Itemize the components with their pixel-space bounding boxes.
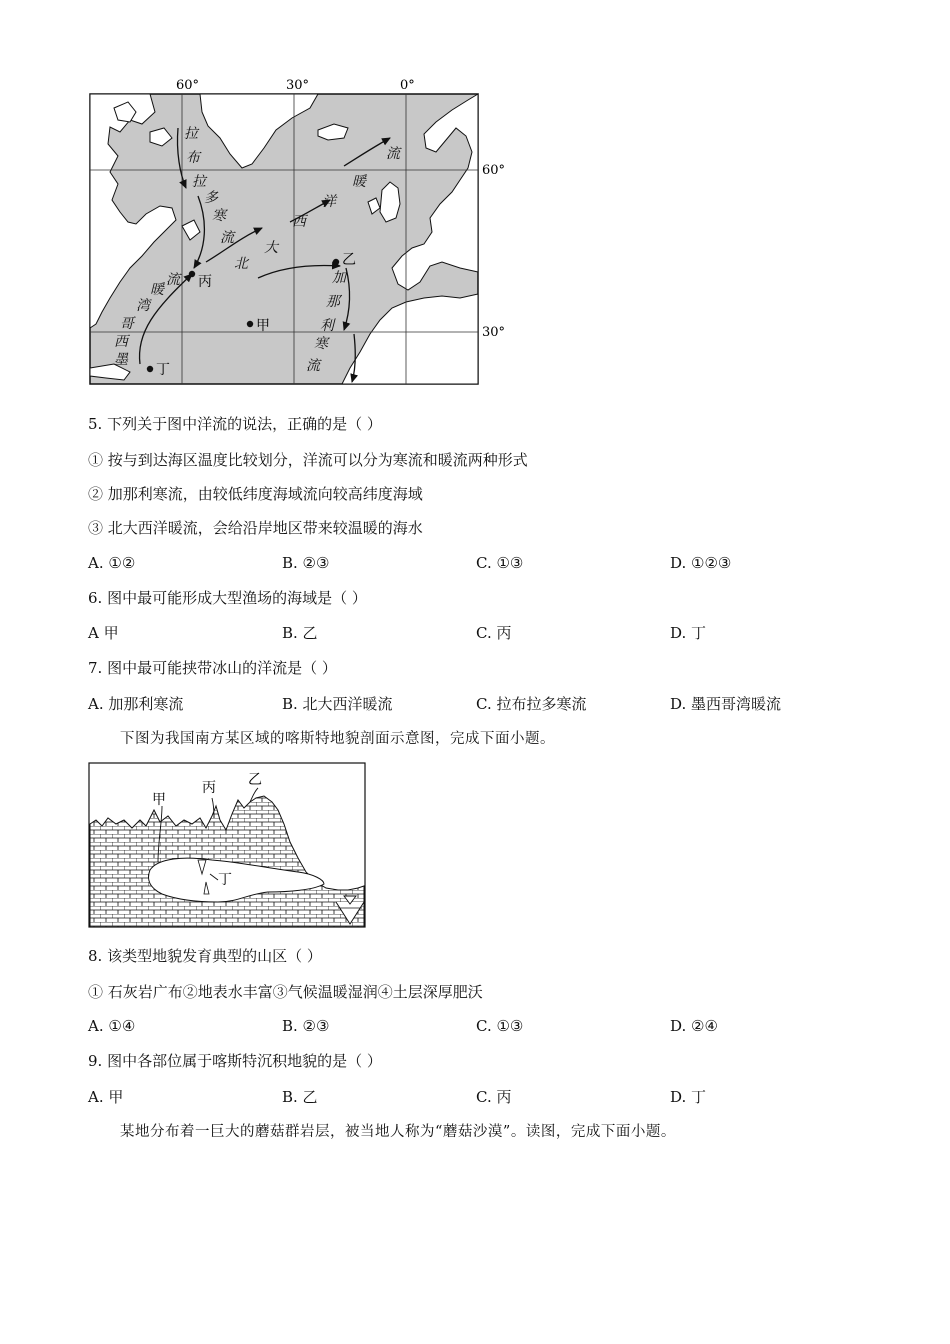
labrador-label-2: 布 <box>186 150 200 166</box>
karst-label-yi: 乙 <box>248 772 262 788</box>
canary-label-3: 利 <box>320 318 334 334</box>
north-atlantic-label-4: 洋 <box>322 194 336 210</box>
q6-option-c[interactable]: C. 丙 <box>476 624 512 642</box>
q8-option-b[interactable]: B. ②③ <box>282 1017 330 1035</box>
canary-label-4: 寒 <box>314 336 328 352</box>
q8-statements: ① 石灰岩广布②地表水丰富③气候温暖湿润④土层深厚肥沃 <box>88 983 483 1001</box>
point-bing-label: 丙 <box>198 274 212 290</box>
q7-option-d[interactable]: D. 墨西哥湾暖流 <box>670 695 782 713</box>
q9-option-b[interactable]: B. 乙 <box>282 1088 318 1106</box>
q5-statement-2: ② 加那利寒流，由较低纬度海域流向较高纬度海域 <box>88 485 423 503</box>
lat-label-30: 30° <box>482 325 506 340</box>
point-jia-label: 甲 <box>256 318 270 334</box>
lon-label-60: 60° <box>176 78 200 93</box>
labrador-label-3: 拉 <box>192 174 206 190</box>
gulf-label-6: 流 <box>166 272 180 288</box>
labrador-label-1: 拉 <box>184 126 198 142</box>
canary-label-1: 加 <box>332 270 346 286</box>
q9-option-c[interactable]: C. 丙 <box>476 1088 512 1106</box>
q6-option-b[interactable]: B. 乙 <box>282 624 318 642</box>
karst-label-ding: 丁 <box>218 872 232 888</box>
q8-option-a[interactable]: A. ①④ <box>88 1017 136 1035</box>
q6-option-a[interactable]: A 甲 <box>88 624 119 642</box>
q9-stem: 9. 图中各部位属于喀斯特沉积地貌的是（ ） <box>88 1052 382 1070</box>
q5-option-d[interactable]: D. ①②③ <box>670 554 732 572</box>
q6-stem: 6. 图中最可能形成大型渔场的海域是（ ） <box>88 589 367 607</box>
ocean-current-map <box>80 72 520 392</box>
q5-option-a[interactable]: A. ①② <box>88 554 136 572</box>
point-yi-marker <box>333 259 339 265</box>
q6-option-d[interactable]: D. 丁 <box>670 624 707 642</box>
point-yi-label: 乙 <box>342 252 356 268</box>
q9-option-a[interactable]: A. 甲 <box>88 1088 124 1106</box>
point-ding-marker <box>147 366 153 372</box>
gulf-label-3: 哥 <box>120 316 134 332</box>
north-atlantic-label-6: 流 <box>386 146 400 162</box>
point-ding-label: 丁 <box>156 362 170 378</box>
karst-label-jia: 甲 <box>152 792 166 808</box>
canary-label-2: 那 <box>326 294 340 310</box>
canary-label-5: 流 <box>306 358 320 374</box>
karst-intro: 下图为我国南方某区域的喀斯特地貌剖面示意图，完成下面小题。 <box>120 731 555 747</box>
point-bing-marker <box>189 271 195 277</box>
q5-statement-1: ① 按与到达海区温度比较划分，洋流可以分为寒流和暖流两种形式 <box>88 451 528 469</box>
q7-option-c[interactable]: C. 拉布拉多寒流 <box>476 695 587 713</box>
gulf-label-2: 西 <box>114 334 128 350</box>
q5-option-c[interactable]: C. ①③ <box>476 554 524 572</box>
karst-profile-diagram <box>88 762 368 930</box>
labrador-label-5: 寒 <box>212 208 226 224</box>
q7-option-b[interactable]: B. 北大西洋暖流 <box>282 695 393 713</box>
q8-option-c[interactable]: C. ①③ <box>476 1017 524 1035</box>
gulf-label-5: 暖 <box>150 282 164 298</box>
q8-stem: 8. 该类型地貌发育典型的山区（ ） <box>88 947 322 965</box>
labrador-label-6: 流 <box>220 230 234 246</box>
mushroom-intro: 某地分布着一巨大的蘑菇群岩层，被当地人称为“蘑菇沙漠”。读图，完成下面小题。 <box>120 1124 676 1140</box>
q9-option-d[interactable]: D. 丁 <box>670 1088 707 1106</box>
q8-option-d[interactable]: D. ②④ <box>670 1017 718 1035</box>
north-atlantic-label-5: 暖 <box>352 174 366 190</box>
north-atlantic-label-2: 大 <box>264 240 278 256</box>
gulf-label-1: 墨 <box>114 352 128 368</box>
point-jia-marker <box>247 321 253 327</box>
q5-stem: 5. 下列关于图中洋流的说法，正确的是（ ） <box>88 415 382 433</box>
q7-option-a[interactable]: A. 加那利寒流 <box>88 695 184 713</box>
q5-statement-3: ③ 北大西洋暖流，会给沿岸地区带来较温暖的海水 <box>88 519 423 537</box>
q5-option-b[interactable]: B. ②③ <box>282 554 330 572</box>
karst-label-bing: 丙 <box>202 780 216 796</box>
q7-stem: 7. 图中最可能挟带冰山的洋流是（ ） <box>88 659 337 677</box>
lon-label-30: 30° <box>286 78 310 93</box>
gulf-label-4: 湾 <box>136 298 150 314</box>
north-atlantic-label-1: 北 <box>234 256 248 272</box>
labrador-label-4: 多 <box>204 190 218 206</box>
lat-label-60: 60° <box>482 163 506 178</box>
lon-label-0: 0° <box>400 78 415 93</box>
north-atlantic-label-3: 西 <box>292 214 306 230</box>
